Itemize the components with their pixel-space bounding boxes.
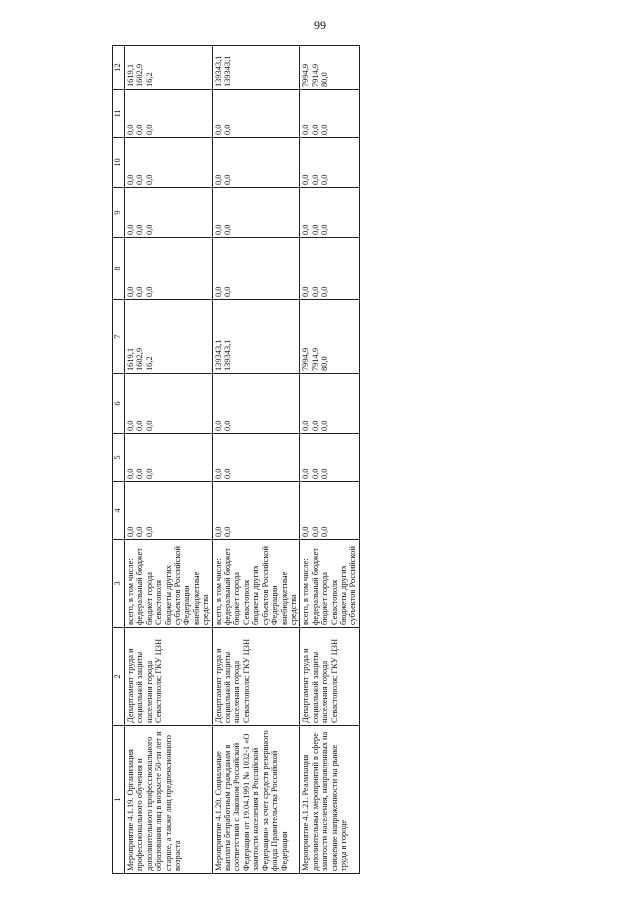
value	[154, 240, 163, 297]
value: 0,0	[144, 468, 154, 479]
value	[330, 48, 339, 87]
value	[242, 436, 251, 479]
value	[232, 376, 241, 431]
value: 0,0	[135, 124, 145, 135]
value	[251, 240, 260, 297]
value	[251, 484, 260, 537]
funding-source-label: бюджеты других субъектов Российской	[338, 546, 358, 625]
funding-source-label: федеральный бюджет	[135, 547, 145, 625]
funding-source-label: всего, в том числе:	[126, 558, 135, 625]
value	[164, 302, 173, 371]
value: 0,0	[301, 124, 311, 135]
funding-source-label: внебюджетные средства	[279, 571, 298, 625]
value: 0,0	[320, 224, 330, 235]
value: 0,0	[126, 526, 135, 537]
column-header: 9	[113, 188, 125, 238]
value: 7914,9	[310, 347, 320, 371]
value	[242, 376, 251, 431]
page-number: 99	[314, 18, 326, 32]
funding-source-label: бюджеты других субъектов Российской Федерации	[163, 546, 192, 625]
value: 0,0	[144, 286, 154, 297]
value	[232, 484, 241, 537]
value-cell-v10	[300, 138, 359, 188]
value	[164, 190, 173, 235]
measure-title: Мероприятие 4.1.20. Социальные выплаты безработным гражданам в соответствии с Законом Российской Федерации от 19.04.1991 № 1032-1 «О занятости населения в Российской Федерации» за счет средств резервного фонда Правительства Российской Федерации	[212, 726, 300, 874]
funding-source-label: бюджет города Севастополя	[232, 571, 251, 625]
value: 1619,1	[126, 63, 135, 87]
value: 16,2	[144, 356, 154, 371]
measure-row	[212, 46, 300, 874]
value: 0,0	[310, 468, 320, 479]
value	[154, 92, 163, 135]
value: 0,0	[126, 468, 135, 479]
value: 0,0	[213, 526, 223, 537]
value: 0,0	[144, 224, 154, 235]
value: 0,0	[135, 526, 145, 537]
value: 0,0	[135, 224, 145, 235]
value: 139343,1	[223, 339, 233, 371]
value: 0,0	[223, 468, 233, 479]
value	[251, 92, 260, 135]
value	[242, 92, 251, 135]
value	[232, 436, 241, 479]
budget-table	[112, 45, 360, 874]
value: 139343,1	[213, 339, 223, 371]
value-cell-v9	[125, 188, 213, 238]
value: 0,0	[320, 124, 330, 135]
value-cell-v6	[125, 374, 213, 434]
value	[330, 140, 339, 185]
value	[330, 92, 339, 135]
value: 0,0	[126, 124, 135, 135]
value: 0,0	[320, 420, 330, 431]
funding-source-label: бюджет города Севастополя	[320, 571, 339, 625]
value: 7914,9	[310, 63, 320, 87]
value	[154, 436, 163, 479]
value-cell-v5	[300, 434, 359, 482]
value-cell-v5	[125, 434, 213, 482]
value: 0,0	[301, 174, 311, 185]
value	[251, 140, 260, 185]
value	[242, 484, 251, 537]
value	[154, 140, 163, 185]
value: 0,0	[301, 224, 311, 235]
value: 0,0	[126, 174, 135, 185]
value: 0,0	[223, 526, 233, 537]
value	[154, 484, 163, 537]
value	[242, 48, 251, 87]
value-cell-v4	[300, 482, 359, 540]
measure-executor: Департамент труда и социальной защиты населения города Севастополя; ГКУ ЦЗН	[125, 628, 213, 726]
value	[242, 140, 251, 185]
value-cell-v8	[300, 238, 359, 300]
value: 0,0	[135, 286, 145, 297]
value-cell-v7	[300, 300, 359, 374]
value: 0,0	[213, 174, 223, 185]
value	[164, 436, 173, 479]
column-header: 3	[113, 540, 125, 628]
value: 0,0	[301, 468, 311, 479]
value	[154, 48, 163, 87]
value-cell-v5	[212, 434, 300, 482]
value	[232, 240, 241, 297]
value: 0,0	[310, 420, 320, 431]
value: 0,0	[320, 526, 330, 537]
value: 0,0	[135, 174, 145, 185]
value	[251, 302, 260, 371]
value-cell-v6	[212, 374, 300, 434]
measure-title: Мероприятие 4.1.21. Реализация дополнительных мероприятий в сфере занятости населения, направленных на снижение напряженности на рынке труда в городе	[300, 726, 359, 874]
value: 0,0	[223, 174, 233, 185]
value	[164, 376, 173, 431]
value-cell-v11	[212, 90, 300, 138]
column-header: 7	[113, 300, 125, 374]
value-cell-v9	[300, 188, 359, 238]
value	[232, 48, 241, 87]
value	[232, 190, 241, 235]
column-header: 2	[113, 628, 125, 726]
value: 1602,9	[135, 347, 145, 371]
value-cell-v7	[212, 300, 300, 374]
column-header: 5	[113, 434, 125, 482]
value: 0,0	[310, 174, 320, 185]
value: 80,0	[320, 72, 330, 87]
value: 1619,1	[126, 347, 135, 371]
funding-source-label: внебюджетные средства	[191, 571, 211, 625]
value: 0,0	[320, 286, 330, 297]
value: 0,0	[135, 420, 145, 431]
value-cell-v10	[212, 138, 300, 188]
value	[232, 92, 241, 135]
value: 7994,9	[301, 347, 311, 371]
value	[251, 48, 260, 87]
value	[330, 240, 339, 297]
value: 0,0	[126, 224, 135, 235]
value: 139343,1	[223, 55, 233, 87]
value: 0,0	[213, 224, 223, 235]
value: 0,0	[213, 286, 223, 297]
value: 0,0	[310, 124, 320, 135]
value: 1602,9	[135, 63, 145, 87]
value	[232, 140, 241, 185]
value	[164, 48, 173, 87]
funding-source-label: федеральный бюджет	[223, 547, 233, 625]
value: 0,0	[223, 124, 233, 135]
value-cell-v12	[300, 46, 359, 90]
value: 16,2	[144, 72, 154, 87]
value: 0,0	[135, 468, 145, 479]
value-cell-v4	[212, 482, 300, 540]
value-cell-v10	[125, 138, 213, 188]
funding-sources	[300, 540, 359, 628]
value: 0,0	[223, 420, 233, 431]
measure-row	[300, 46, 359, 874]
value: 0,0	[223, 224, 233, 235]
value-cell-v8	[212, 238, 300, 300]
column-header: 4	[113, 482, 125, 540]
value-cell-v6	[300, 374, 359, 434]
value: 0,0	[144, 174, 154, 185]
value	[251, 376, 260, 431]
value: 7994,9	[301, 63, 311, 87]
value	[330, 376, 339, 431]
value: 0,0	[213, 124, 223, 135]
value	[330, 436, 339, 479]
value-cell-v11	[300, 90, 359, 138]
funding-source-label: бюджеты других субъектов Российской Федерации	[251, 546, 280, 625]
value-cell-v12	[125, 46, 213, 90]
value-cell-v4	[125, 482, 213, 540]
value: 0,0	[144, 526, 154, 537]
funding-sources	[125, 540, 213, 628]
value	[164, 240, 173, 297]
measure-executor: Департамент труда и социальной защиты населения города Севастополя; ГКУ ЦЗН	[300, 628, 359, 726]
value-cell-v12	[212, 46, 300, 90]
value	[330, 190, 339, 235]
value: 0,0	[126, 286, 135, 297]
value-cell-v11	[125, 90, 213, 138]
value	[330, 302, 339, 371]
value: 0,0	[126, 420, 135, 431]
value: 139343,1	[213, 55, 223, 87]
value	[251, 190, 260, 235]
value	[154, 302, 163, 371]
funding-source-label: федеральный бюджет	[310, 547, 320, 625]
column-header: 8	[113, 238, 125, 300]
column-header: 12	[113, 46, 125, 90]
measure-row	[125, 46, 213, 874]
value: 0,0	[213, 420, 223, 431]
value-cell-v8	[125, 238, 213, 300]
column-header: 6	[113, 374, 125, 434]
value: 0,0	[223, 286, 233, 297]
value	[164, 484, 173, 537]
value: 0,0	[310, 526, 320, 537]
funding-source-label: всего, в том числе:	[301, 558, 311, 625]
rotated-table-container	[112, 46, 358, 874]
value: 0,0	[144, 124, 154, 135]
value	[330, 484, 339, 537]
value	[164, 140, 173, 185]
value: 0,0	[320, 468, 330, 479]
value: 80,0	[320, 356, 330, 371]
value: 0,0	[301, 526, 311, 537]
value: 0,0	[310, 224, 320, 235]
value	[164, 92, 173, 135]
value: 0,0	[320, 174, 330, 185]
value: 0,0	[213, 468, 223, 479]
value	[251, 436, 260, 479]
column-header: 10	[113, 138, 125, 188]
value-cell-v9	[212, 188, 300, 238]
value	[154, 190, 163, 235]
column-header: 11	[113, 90, 125, 138]
value: 0,0	[301, 286, 311, 297]
value: 0,0	[144, 420, 154, 431]
value-cell-v7	[125, 300, 213, 374]
value: 0,0	[301, 420, 311, 431]
value	[242, 240, 251, 297]
column-header: 1	[113, 726, 125, 874]
funding-source-label: всего, в том числе:	[213, 558, 223, 625]
funding-sources	[212, 540, 300, 628]
measure-title: Мероприятие 4.1.19. Организация профессионального обучения и дополнительного профессионального образования лиц в возрасте 50-ти лет и старше, а также лиц предпенсионного возраста	[125, 726, 213, 874]
funding-source-label: бюджет города Севастополя	[144, 571, 164, 625]
value	[242, 190, 251, 235]
value	[242, 302, 251, 371]
value: 0,0	[310, 286, 320, 297]
header-row	[113, 46, 125, 874]
measure-executor: Департамент труда и социальной защиты населения города Севастополя; ГКУ ЦЗН	[212, 628, 300, 726]
value	[154, 376, 163, 431]
value	[232, 302, 241, 371]
